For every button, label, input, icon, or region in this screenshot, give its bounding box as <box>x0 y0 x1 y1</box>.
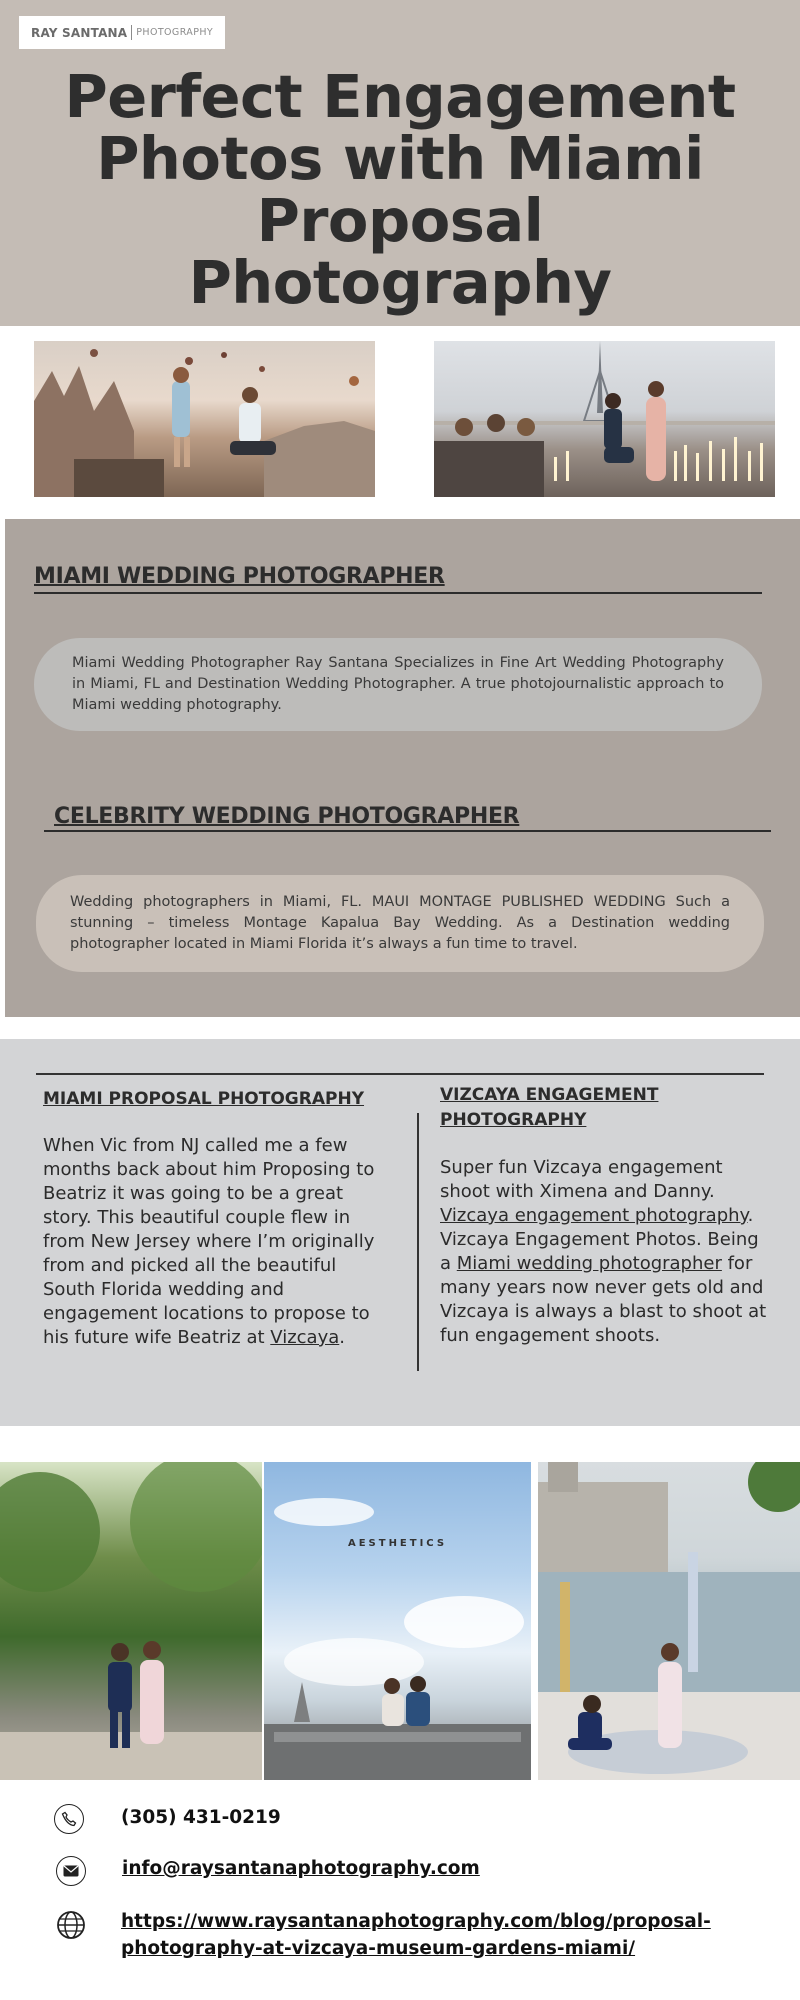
proposal-photo-balloons <box>34 341 375 497</box>
phone-number[interactable]: (305) 431-0219 <box>121 1807 281 1828</box>
wedding-description: Miami Wedding Photographer Ray Santana Specializes in Fine Art Wedding Photography in Miami, FL and Destination Wedding Photographer. A true photojournalistic approach to Miami wedding photography. <box>72 655 724 713</box>
section-heading-celebrity: CELEBRITY WEDDING PHOTOGRAPHER <box>54 804 520 829</box>
proposal-text <box>43 1134 378 1350</box>
logo-subtitle: PHOTOGRAPHY <box>136 27 214 38</box>
wedding-description-pill <box>34 638 762 731</box>
title-line-2: Photos with Miami <box>96 124 704 193</box>
miami-wedding-photographer-link[interactable]: Miami wedding photographer <box>456 1253 722 1274</box>
vizcaya-heading-line-1: VIZCAYA ENGAGEMENT <box>440 1085 659 1105</box>
proposal-text-end: . <box>339 1327 345 1348</box>
title-line-1: Perfect Engagement <box>64 62 736 131</box>
title-line-3: Proposal Photography <box>188 186 612 317</box>
page-title <box>40 62 760 317</box>
eiffel-scene-illustration <box>434 341 775 497</box>
mail-icon <box>56 1856 86 1886</box>
vizcaya-text-2: . Vizcaya Engagement Photos. Being a <box>440 1205 759 1274</box>
vizcaya-link[interactable]: Vizcaya <box>270 1327 340 1348</box>
phone-icon <box>54 1804 84 1834</box>
logo-name: RAY SANTANA <box>31 25 128 40</box>
gallery-photo-garden <box>0 1462 262 1780</box>
garden-couple-illustration <box>0 1462 262 1780</box>
vizcaya-text <box>440 1156 770 1348</box>
proposal-heading: MIAMI PROPOSAL PHOTOGRAPHY <box>43 1089 365 1109</box>
sky-couple-illustration <box>264 1462 531 1780</box>
section-heading-wedding: MIAMI WEDDING PHOTOGRAPHER <box>34 564 445 589</box>
vizcaya-text-3: for many years now never gets old and Vizcaya is always a blast to shoot at fun engagement shoots. <box>440 1253 767 1346</box>
heading-underline <box>34 592 762 594</box>
vizcaya-heading-line-2: PHOTOGRAPHY <box>440 1110 587 1130</box>
globe-icon <box>56 1910 86 1940</box>
celebrity-description-pill <box>36 875 764 972</box>
section-divider <box>36 1073 764 1075</box>
proposal-photo-eiffel <box>434 341 775 497</box>
email-link[interactable]: info@raysantanaphotography.com <box>122 1858 480 1879</box>
logo-divider <box>131 25 132 40</box>
proposal-text-body: When Vic from NJ called me a few months back about him Proposing to Beatriz it was going to be a great story. This beautiful couple flew in from New Jersey where I’m originally from and picked all the beautiful South Florida wedding and engagement locations to propose to his future wife Beatriz at <box>43 1135 375 1348</box>
gallery-photo-vizcaya <box>538 1462 800 1780</box>
celebrity-description: Wedding photographers in Miami, FL. MAUI MONTAGE PUBLISHED WEDDING Such a stunning – timeless Montage Kapalua Bay Wedding. As a Destination wedding photographer located in Miami Florida it’s always a fun time to travel. <box>70 894 730 952</box>
vizcaya-proposal-illustration <box>538 1462 800 1780</box>
column-divider <box>417 1113 419 1371</box>
balloons-scene-illustration <box>34 341 375 497</box>
logo[interactable] <box>19 16 225 49</box>
gallery-photo-aesthetics <box>264 1462 531 1780</box>
vizcaya-engagement-link[interactable]: Vizcaya engagement photography <box>440 1205 748 1226</box>
vizcaya-heading <box>440 1083 658 1133</box>
hero-banner <box>0 0 800 326</box>
website-link[interactable]: https://www.raysantanaphotography.com/blog/proposal-photography-at-vizcaya-museum-gardens-miami/ <box>121 1911 711 1959</box>
vizcaya-text-1: Super fun Vizcaya engagement shoot with Ximena and Danny. <box>440 1157 723 1202</box>
heading-underline <box>44 830 771 832</box>
aesthetics-label: AESTHETICS <box>347 1538 448 1549</box>
